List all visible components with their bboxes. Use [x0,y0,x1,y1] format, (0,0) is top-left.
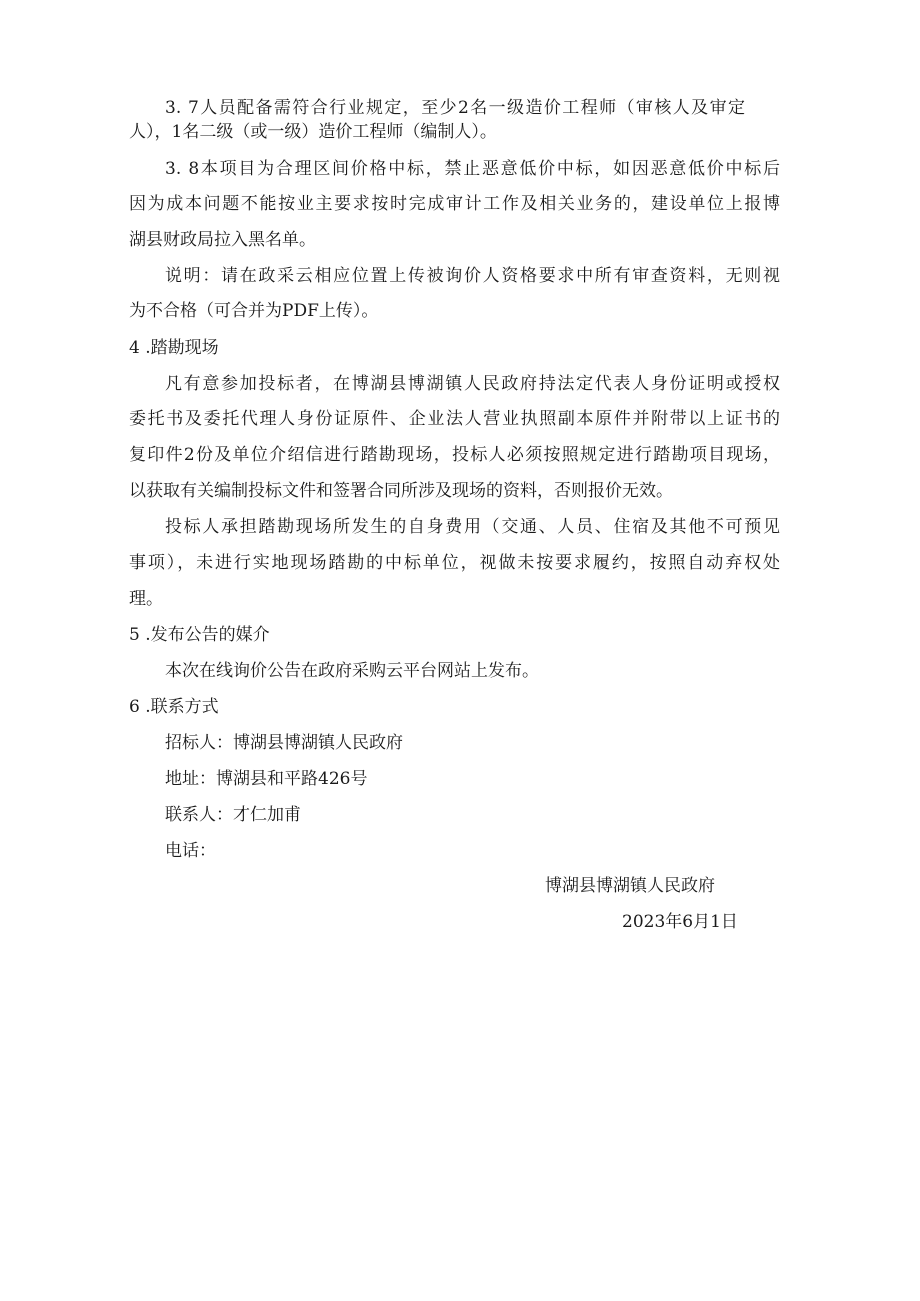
section-3-8-line-3: 湖县财政局拉入黑名单。 [129,230,316,250]
section-4-heading: 4 .踏勘现场 [129,338,219,358]
section-5-heading: 5 .发布公告的媒介 [129,625,270,645]
contact-person: 联系人：才仁加甫 [165,805,301,825]
section-4-para-1-line-2: 委托书及委托代理人身份证原件、企业法人营业执照副本原件并附带以上证书的 [129,409,780,429]
contact-phone: 电话： [165,841,216,861]
section-4-para-1-line-1: 凡有意参加投标者，在博湖县博湖镇人民政府持法定代表人身份证明或授权 [165,374,780,394]
section-6-heading: 6 .联系方式 [129,697,219,717]
note-line-2: 为不合格（可合并为PDF上传）。 [129,301,379,321]
section-3-8-line-2: 因为成本问题不能按业主要求按时完成审计工作及相关业务的，建设单位上报博 [129,194,780,214]
section-4-para-1-line-4: 以获取有关编制投标文件和签署合同所涉及现场的资料，否则报价无效。 [129,481,673,501]
section-4-para-1-line-3: 复印件2份及单位介绍信进行踏勘现场，投标人必须按照规定进行踏勘项目现场， [129,445,780,465]
contact-address: 地址：博湖县和平路426号 [165,769,368,789]
signature-org: 博湖县博湖镇人民政府 [545,876,715,896]
section-3-7-line-2: 人），1名二级（或一级）造价工程师（编制人）。 [129,122,497,142]
contact-tenderer: 招标人：博湖县博湖镇人民政府 [165,733,403,753]
section-4-para-2-line-2: 事项），未进行实地现场踏勘的中标单位，视做未按要求履约，按照自动弃权处 [129,553,780,573]
section-3-8-line-1: 3. 8本项目为合理区间价格中标，禁止恶意低价中标，如因恶意低价中标后 [165,159,780,179]
section-5-body: 本次在线询价公告在政府采购云平台网站上发布。 [165,661,539,681]
section-4-para-2-line-3: 理。 [129,589,163,609]
section-4-para-2-line-1: 投标人承担踏勘现场所发生的自身费用（交通、人员、住宿及其他不可预见 [165,517,780,537]
note-line-1: 说明：请在政采云相应位置上传被询价人资格要求中所有审查资料，无则视 [165,266,780,286]
signature-date: 2023年6月1日 [622,912,738,932]
section-3-7-line-1: 3. 7人员配备需符合行业规定，至少2名一级造价工程师（审核人及审定 [165,98,745,118]
